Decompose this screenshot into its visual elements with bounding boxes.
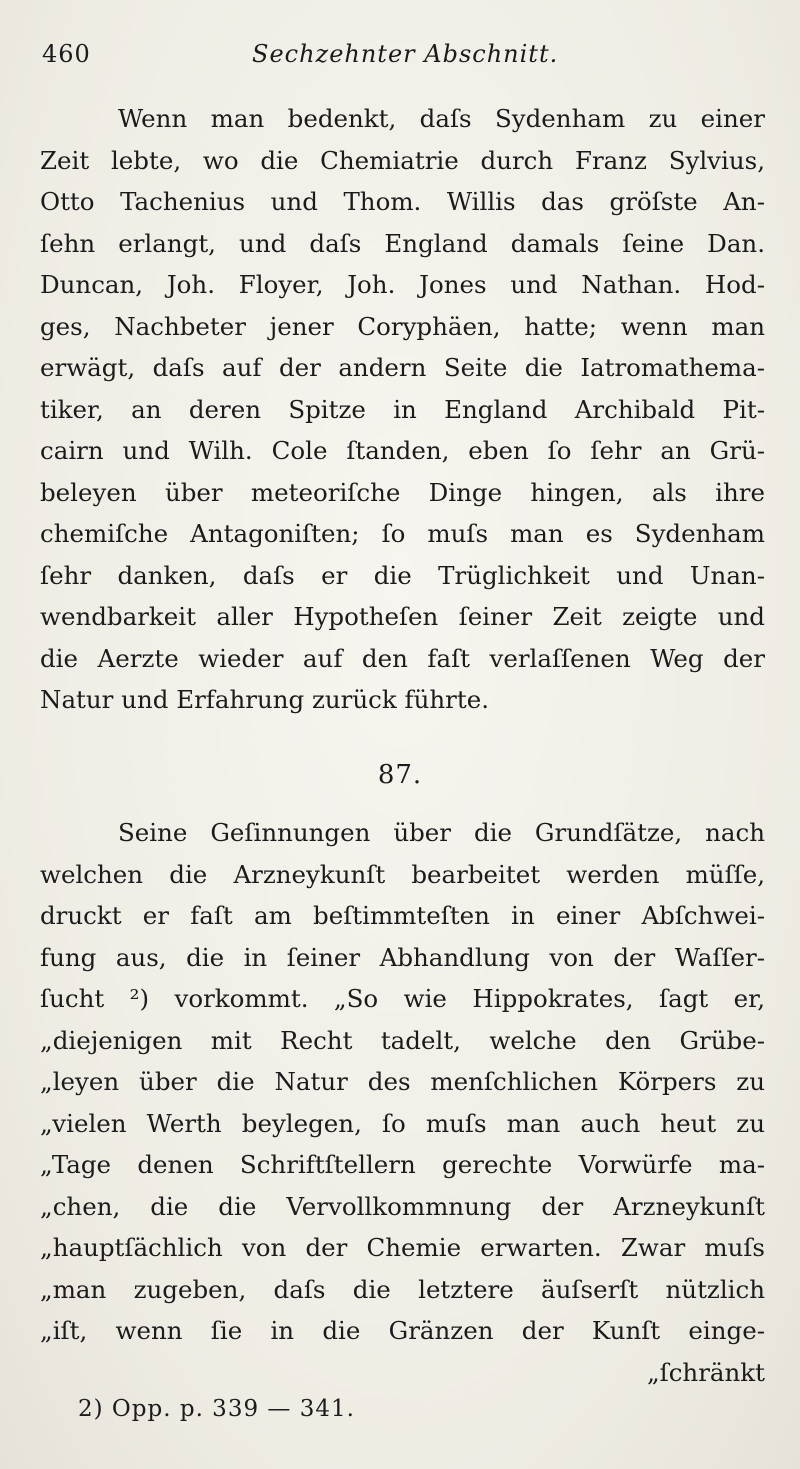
text-line: ſucht ²) vorkommt. „So wie Hippokrates, ſagt er, bbox=[40, 984, 765, 1013]
text-line: chemiſche Antagoniſten; ſo muſs man es Sydenham bbox=[40, 519, 765, 548]
footnote: 2) Opp. p. 339 — 341. bbox=[78, 1396, 355, 1422]
text-line: die Aerzte wieder auf den faſt verlaſſenen Weg der bbox=[40, 643, 765, 673]
page-header bbox=[42, 40, 760, 80]
text-line: ſehn erlangt, und daſs England damals ſeine Dan. bbox=[40, 228, 765, 258]
text-line: „chen, die die Vervollkommnung der Arzneykunſt bbox=[40, 1191, 765, 1221]
text-line: tiker, an deren Spitze in England Archibald Pit- bbox=[40, 394, 765, 424]
text-line: „iſt, wenn ſie in die Gränzen der Kunſt einge- bbox=[40, 1316, 765, 1345]
text-line: „man zugeben, daſs die letztere äuſserſt nützlich bbox=[40, 1274, 765, 1304]
text-line: fung aus, die in ſeiner Abhandlung von der Waſſer- bbox=[40, 942, 765, 972]
text-line: Zeit lebte, wo die Chemiatrie durch Franz Sylvius, bbox=[40, 145, 765, 175]
paragraph-2 bbox=[40, 812, 765, 1393]
text-line: Duncan, Joh. Floyer, Joh. Jones und Nathan. Hod- bbox=[40, 270, 765, 299]
text-line: wendbarkeit aller Hypotheſen ſeiner Zeit zeigte und bbox=[40, 602, 765, 631]
page-number: 460 bbox=[42, 40, 91, 68]
text-line: druckt er faſt am beſtimmteſten in einer Abſchwei- bbox=[40, 901, 765, 930]
text-line: Natur und Erfahrung zurück führte. bbox=[40, 685, 489, 714]
text-line: Otto Tachenius und Thom. Willis das gröſste An- bbox=[40, 187, 765, 216]
text-line: „Tage denen Schriftſtellern gerechte Vorwürfe ma- bbox=[40, 1150, 765, 1179]
catchword: „ſchränkt bbox=[646, 1357, 765, 1387]
running-head: Sechzehnter Abschnitt. bbox=[252, 40, 559, 68]
text-line: „leyen über die Natur des menſchlichen Körpers zu bbox=[40, 1067, 765, 1096]
text-line: „vielen Werth beylegen, ſo muſs man auch heut zu bbox=[40, 1108, 765, 1138]
text-line: „hauptſächlich von der Chemie erwarten. Zwar muſs bbox=[40, 1233, 765, 1262]
text-line: „diejenigen mit Recht tadelt, welche den Grübe- bbox=[40, 1025, 765, 1055]
text-line: welchen die Arzneykunſt bearbeitet werden müſſe, bbox=[40, 859, 765, 889]
text-line: beleyen über meteoriſche Dinge hingen, als ihre bbox=[40, 477, 765, 507]
text-line: erwägt, daſs auf der andern Seite die Iatromathema- bbox=[40, 353, 765, 382]
text-line: ſehr danken, daſs er die Trüglichkeit und Unan- bbox=[40, 560, 765, 590]
section-number: 87. bbox=[377, 760, 423, 790]
text-line: cairn und Wilh. Cole ſtanden, eben ſo ſehr an Grü- bbox=[40, 436, 765, 465]
text-line: ges, Nachbeter jener Coryphäen, hatte; wenn man bbox=[40, 311, 765, 341]
text-line: Wenn man bedenkt, daſs Sydenham zu einer bbox=[118, 104, 765, 133]
paragraph-1 bbox=[40, 98, 765, 721]
text-line: Seine Geſinnungen über die Grundſätze, nach bbox=[118, 818, 765, 847]
